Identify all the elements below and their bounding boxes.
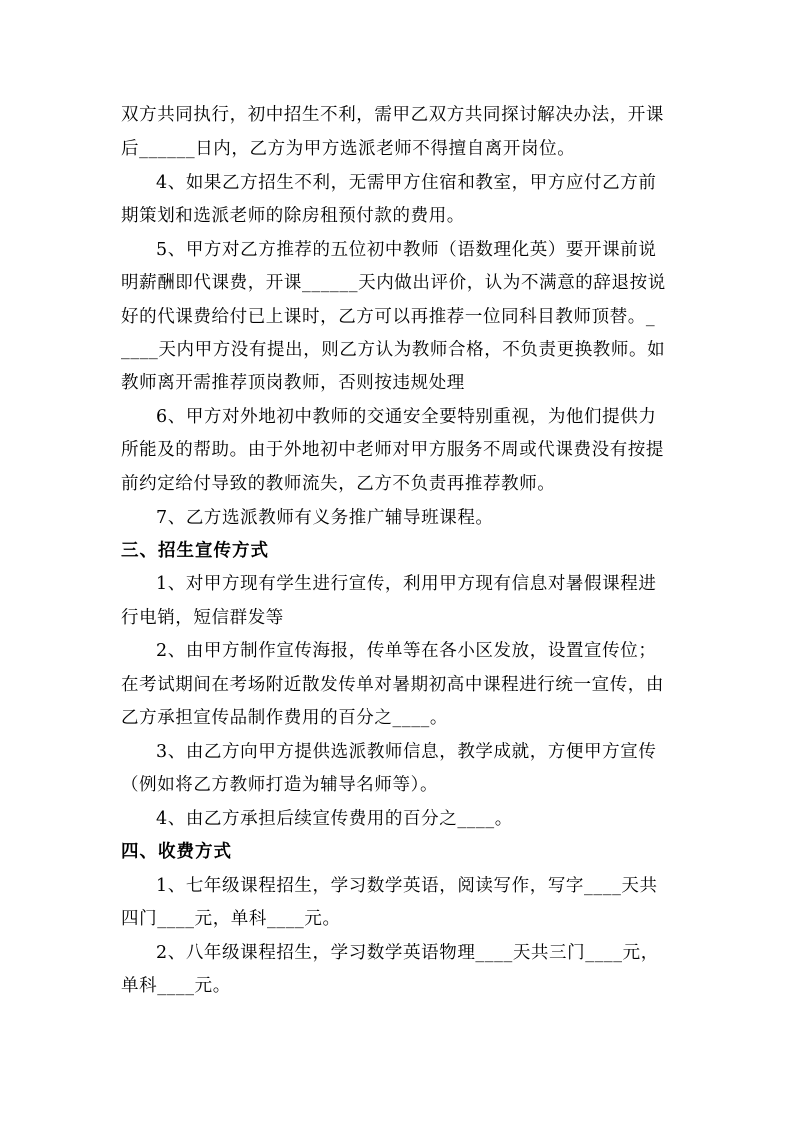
- promotion-item-4-line: 4、由乙方承担后续宣传费用的百分之____。: [156, 809, 513, 829]
- paragraph-line: ____天内甲方没有提出，则乙方认为教师合格，不负责更换教师。如: [121, 340, 666, 360]
- paragraph-line: 好的代课费给付已上课时，乙方可以再推荐一位同科目教师顶替。_: [121, 307, 656, 327]
- paragraph-line: 四门____元，单科____元。: [121, 909, 341, 929]
- paragraph-line: 单科____元。: [121, 976, 231, 996]
- paragraph-line: 期策划和选派老师的除房租预付款的费用。: [121, 206, 465, 226]
- paragraph-line: 前约定给付导致的教师流失，乙方不负责再推荐教师。: [121, 474, 556, 494]
- clause-5-line: 5、甲方对乙方推荐的五位初中教师（语数理化英）要开课前说: [156, 240, 657, 260]
- promotion-item-3-line: 3、由乙方向甲方提供选派教师信息，教学成就，方便甲方宣传: [156, 742, 657, 762]
- promotion-item-1-line: 1、对甲方现有学生进行宣传，利用甲方现有信息对暑假课程进: [156, 574, 657, 594]
- paragraph-line: 乙方承担宣传品制作费用的百分之____。: [121, 708, 448, 728]
- section-heading-promotion: 三、招生宣传方式: [121, 541, 269, 561]
- paragraph-line: 所能及的帮助。由于外地初中老师对甲方服务不周或代课费没有按提: [121, 440, 664, 460]
- clause-6-line: 6、甲方对外地初中教师的交通安全要特别重视，为他们提供力: [156, 407, 657, 427]
- paragraph-line: （例如将乙方教师打造为辅导名师等）。: [121, 775, 439, 795]
- promotion-item-2-line: 2、由甲方制作宣传海报，传单等在各小区发放，设置宣传位；: [156, 641, 657, 661]
- section-heading-fees: 四、收费方式: [121, 842, 232, 862]
- paragraph-line: 在考试期间在考场附近散发传单对暑期初高中课程进行统一宣传，由: [121, 675, 664, 695]
- paragraph-line: 行电销，短信群发等: [121, 608, 284, 628]
- paragraph-line: 明薪酬即代课费，开课______天内做出评价，认为不满意的辞退按说: [121, 273, 666, 293]
- paragraph-line: 教师离开需推荐顶岗教师，否则按违规处理: [121, 373, 465, 393]
- clause-4-line: 4、如果乙方招生不利，无需甲方住宿和教室，甲方应付乙方前: [156, 173, 657, 193]
- fee-item-2-line: 2、八年级课程招生，学习数学英语物理____天共三门____元，: [156, 943, 659, 963]
- fee-item-1-line: 1、七年级课程招生，学习数学英语，阅读写作，写字____天共: [156, 876, 658, 896]
- paragraph-line: 后______日内，乙方为甲方选派老师不得擅自离开岗位。: [121, 139, 576, 159]
- paragraph-line: 双方共同执行，初中招生不利，需甲乙双方共同探讨解决办法，开课: [121, 105, 664, 125]
- clause-7-line: 7、乙方选派教师有义务推广辅导班课程。: [156, 508, 494, 528]
